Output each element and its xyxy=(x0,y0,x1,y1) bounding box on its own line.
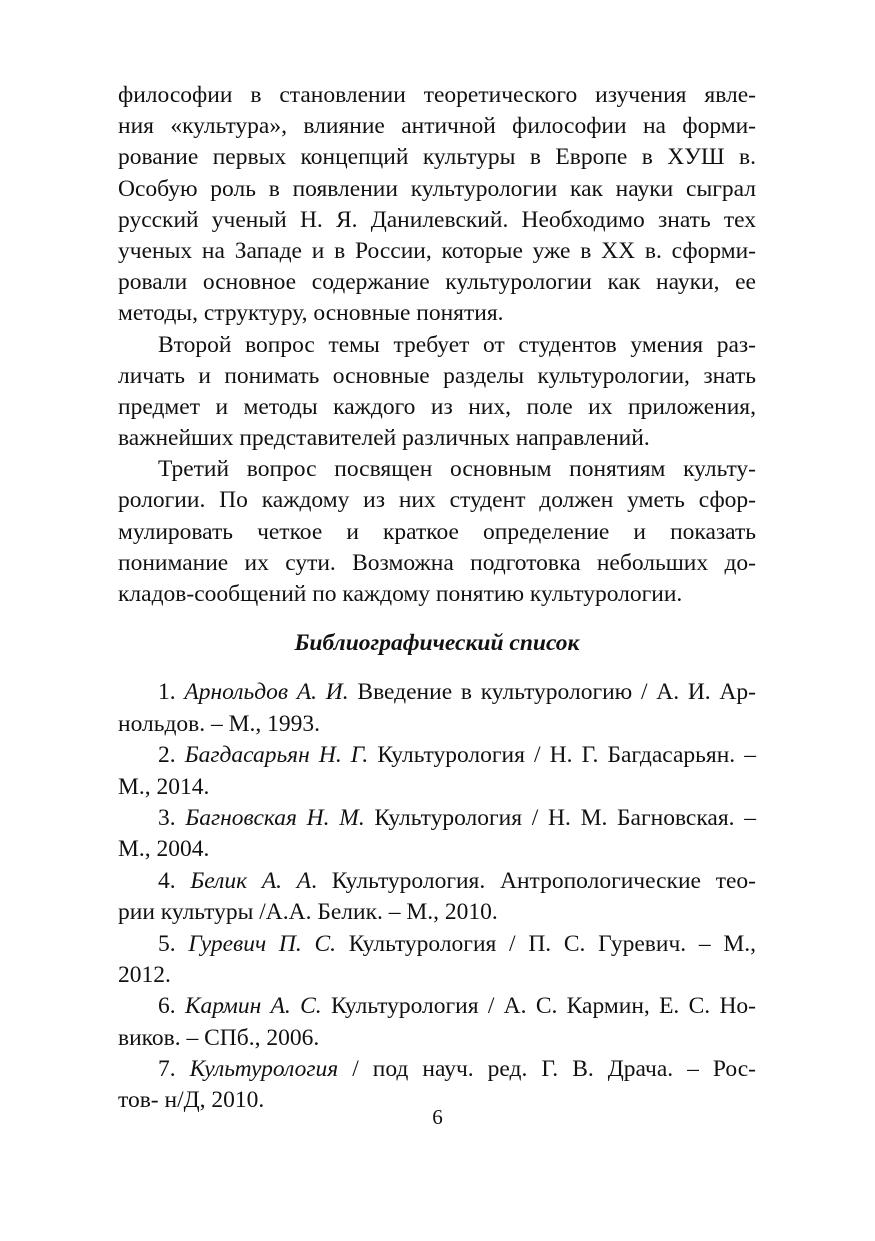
bibliography-heading: Библиографический список xyxy=(294,630,580,657)
text-line: рологии. По каждому из них студент должен уметь сфор- xyxy=(118,487,756,514)
bibliography-item-line: нольдов. – М., 1993. xyxy=(118,710,321,737)
item-number: 2. xyxy=(158,742,176,769)
bibliography-item-line: М., 2004. xyxy=(118,836,210,863)
bibliography-item-line xyxy=(118,740,756,771)
text-line: личать и понимать основные разделы культурологии, знать xyxy=(118,362,756,389)
item-title: Введение в культурологию / А. И. Ар- xyxy=(348,679,756,706)
item-number: 6. xyxy=(158,993,176,1020)
item-author: Арнольдов А. И. xyxy=(184,679,349,706)
item-title: Культурология / П. С. Гуревич. – М., xyxy=(336,930,756,957)
text-line: мулировать четкое и краткое определение и показать xyxy=(118,518,756,545)
item-author: Белик А. А xyxy=(190,867,312,894)
item-author: Гуревич П. С. xyxy=(188,930,337,957)
text-line: методы, структуру, основные понятия. xyxy=(118,300,504,327)
item-author: Багновская Н. М. xyxy=(185,804,365,831)
paragraph-1 xyxy=(118,80,756,330)
text-line: Третий вопрос посвящен основным понятиям культу- xyxy=(158,456,756,483)
bibliography-list xyxy=(118,677,756,1116)
item-author: Багдасарьян Н. Г. xyxy=(184,742,369,769)
text-line: кладов-сообщений по каждому понятию культурологии. xyxy=(118,581,683,607)
bibliography-item-line xyxy=(118,866,756,897)
bibliography-item xyxy=(118,740,756,803)
text-line: философии в становлении теоретического изучения явле- xyxy=(118,82,756,108)
text-line: понимание их сути. Возможна подготовка небольших до- xyxy=(118,549,756,576)
text-line: ровали основное содержание культурологии как науки, ее xyxy=(118,269,756,296)
page-body xyxy=(118,80,756,1117)
text-line: предмет и методы каждого из них, поле их приложения, xyxy=(118,393,756,420)
item-number: 1. xyxy=(158,679,176,706)
text-line: важнейших представителей различных направлений. xyxy=(118,425,650,452)
bibliography-item-line xyxy=(118,803,756,834)
item-author: Культурология xyxy=(189,1056,339,1083)
text-line: русский ученый Н. Я. Данилевский. Необходимо знать тех xyxy=(118,206,756,233)
bibliography-item xyxy=(118,803,756,866)
bibliography-item-line xyxy=(118,929,756,960)
page-number: 6 xyxy=(432,1105,443,1129)
item-number: 5. xyxy=(158,930,176,957)
item-title: Культурология / Н. М. Багновская. – xyxy=(364,804,756,831)
text-line: ния «культура», влияние античной философии на форми- xyxy=(118,113,756,140)
bibliography-item-line: виков. – СПб., 2006. xyxy=(118,1024,320,1051)
text-line: Второй вопрос темы требует от студентов умения раз- xyxy=(158,331,756,358)
bibliography-item-line: 2012. xyxy=(118,961,171,988)
item-title: Культурология / А. С. Кармин, Е. С. Но- xyxy=(321,993,757,1020)
bibliography-item xyxy=(118,677,756,740)
bibliography-item xyxy=(118,929,756,992)
text-line: ученых на Западе и в России, которые уже в XX в. сформи- xyxy=(118,237,756,264)
item-author: Кармин А. С. xyxy=(184,993,322,1020)
text-line: рование первых концепций культуры в Европе в ХУШ в. xyxy=(118,144,756,171)
item-title: . Культурология. Антропологические тео- xyxy=(311,867,756,894)
item-title: Культурология / Н. Г. Багдасарьян. – xyxy=(368,742,757,769)
item-number: 4. xyxy=(158,867,176,894)
item-number: 3. xyxy=(158,804,176,831)
bibliography-item-line: рии культуры /А.А. Белик. – М., 2010. xyxy=(118,899,498,926)
bibliography-item xyxy=(118,991,756,1054)
paragraph-2 xyxy=(118,330,756,455)
bibliography-item-line: М., 2014. xyxy=(118,773,210,800)
bibliography-item-line xyxy=(118,1054,756,1085)
bibliography-item-line xyxy=(118,991,756,1022)
bibliography-item-line: тов- н/Д, 2010. xyxy=(118,1087,265,1114)
bibliography-item-line xyxy=(118,677,756,708)
item-number: 7. xyxy=(158,1056,176,1083)
text-line: Особую роль в появлении культурологии как науки сыграл xyxy=(118,175,756,202)
bibliography-item xyxy=(118,866,756,929)
item-title: / под науч. ред. Г. В. Драча. – Рос- xyxy=(338,1056,756,1083)
paragraph-3 xyxy=(118,454,756,610)
